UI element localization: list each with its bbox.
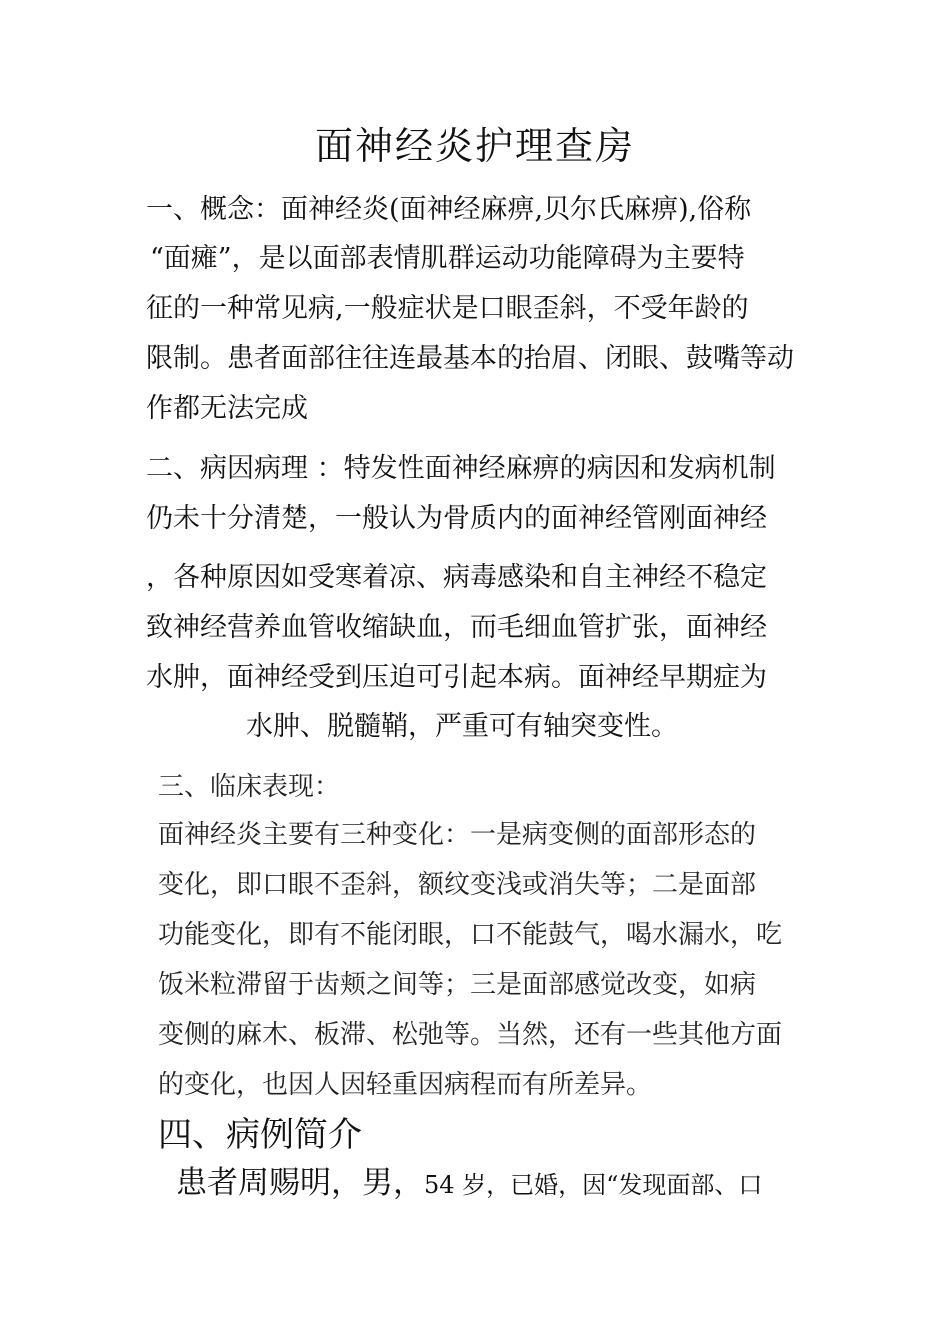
- section2-line-1: 二、病因病理 ：特发性面神经麻痹的病因和发病机制: [146, 453, 776, 484]
- section1-line-3: 征的一种常见病,一般症状是口眼歪斜，不受年龄的: [146, 293, 749, 324]
- section4-heading: 四、病例简介: [158, 1115, 362, 1155]
- section1-line-1: 一、概念：面神经炎(面神经麻痹,贝尔氏麻痹),俗称: [146, 194, 752, 225]
- section4-intro-line: [176, 1165, 763, 1201]
- section4-intro-age: 54 岁，已婚，因“发现面部、口: [424, 1171, 763, 1199]
- section2-line-3: ，各种原因如受寒着凉、病毒感染和自主神经不稳定: [146, 562, 767, 593]
- section3-line-1: 面神经炎主要有三种变化：一是病变侧的面部形态的: [158, 820, 757, 850]
- section3-line-2: 变化，即口眼不歪斜，额纹变浅或消失等；二是面部: [158, 870, 757, 900]
- section1-line-5: 作都无法完成: [146, 393, 308, 424]
- section3-line-6: 的变化，也因人因轻重因病程而有所差异。: [158, 1070, 653, 1100]
- section2-line-2: 仍未十分清楚，一般认为骨质内的面神经管刚面神经: [146, 503, 767, 534]
- section3-line-3: 功能变化，即有不能闭眼，口不能鼓气，喝水漏水，吃: [158, 920, 783, 950]
- section1-line-4: 限制。患者面部往往连最基本的抬眉、闭眼、鼓嘴等动: [146, 343, 794, 374]
- section2-line-5: 水肿，面神经受到压迫可引起本病。面神经早期症为: [146, 662, 767, 693]
- document-title: 面神经炎护理查房: [314, 124, 635, 168]
- section3-line-4: 饭米粒滞留于齿颊之间等；三是面部感觉改变，如病: [158, 970, 757, 1000]
- section2-line-4: 致神经营养血管收缩缺血，而毛细血管扩张，面神经: [146, 612, 767, 643]
- section4-intro-part1: 患者周赐明，男，: [176, 1165, 424, 1201]
- section1-line-2: “面瘫”，是以面部表情肌群运动功能障碍为主要特: [150, 243, 745, 274]
- section3-heading: 三、临床表现：: [158, 772, 341, 802]
- section3-line-5: 变侧的麻木、板滞、松弛等。当然，还有一些其他方面: [158, 1020, 783, 1050]
- section2-line-6: 水肿、脱髓鞘，严重可有轴突变性。: [246, 711, 678, 742]
